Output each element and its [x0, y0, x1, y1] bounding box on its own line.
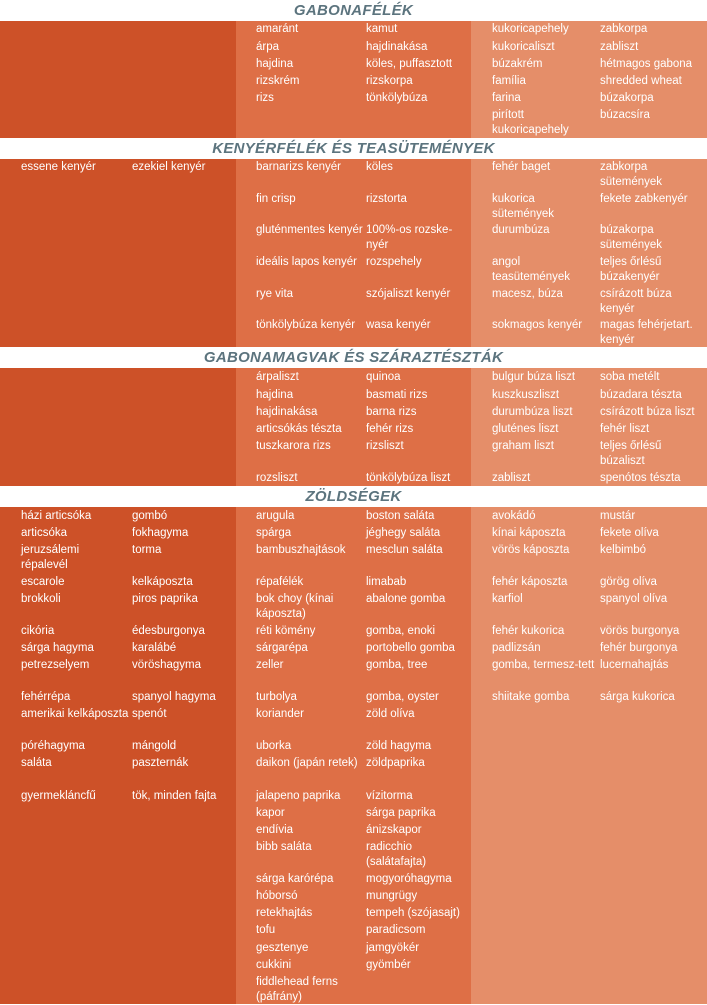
- food-item: vörös burgonya: [600, 625, 680, 637]
- food-item: búzadara tészta: [600, 389, 682, 401]
- food-item: zabliszt: [600, 41, 639, 53]
- food-item: csírázott búza liszt: [600, 406, 695, 418]
- food-item: tönkölybúza: [366, 92, 428, 104]
- food-item: jéghegy saláta: [366, 527, 441, 539]
- food-item: tök, minden fajta: [132, 790, 217, 802]
- food-item: gombó: [132, 510, 168, 522]
- food-item: ideális lapos kenyér: [256, 256, 358, 268]
- food-item: amerikai kelkáposzta: [21, 708, 129, 720]
- food-item: sárga karórépa: [256, 873, 334, 885]
- food-item: vízitorma: [366, 790, 413, 802]
- food-item: endívia: [256, 824, 294, 836]
- food-item: bibb saláta: [256, 841, 312, 853]
- food-item: tuszkarora rizs: [256, 440, 331, 452]
- food-item: kínai káposzta: [492, 527, 566, 539]
- food-item: brokkoli: [21, 593, 61, 605]
- food-item: fehér baget: [492, 161, 551, 173]
- food-item: basmati rizs: [366, 389, 428, 401]
- food-item: hajdina: [256, 389, 294, 401]
- food-item: gomba, termesz-tett: [492, 659, 595, 671]
- food-item: padlizsán: [492, 642, 541, 654]
- food-item: jeruzsálemi répalevél: [21, 544, 80, 571]
- food-item: kamut: [366, 23, 398, 35]
- food-item: kelkáposzta: [132, 576, 193, 588]
- food-item: shredded wheat: [600, 75, 682, 87]
- food-item: arugula: [256, 510, 295, 522]
- food-item: gomba, oyster: [366, 691, 439, 703]
- food-item: kuszkuszliszt: [492, 389, 560, 401]
- food-item: vöröshagyma: [132, 659, 202, 671]
- food-item: tönkölybúza liszt: [366, 472, 451, 484]
- food-item: durumbúza: [492, 224, 550, 236]
- food-item: fekete olíva: [600, 527, 659, 539]
- food-item: karalábé: [132, 642, 177, 654]
- food-item: 100%-os rozske-nyér: [366, 224, 453, 251]
- section-header: ZÖLDSÉGEK: [0, 486, 707, 507]
- food-item: rizs: [256, 92, 274, 104]
- food-item: rye vita: [256, 288, 294, 300]
- section-header: KENYÉRFÉLÉK ÉS TEASÜTEMÉNYEK: [0, 138, 707, 159]
- food-item: graham liszt: [492, 440, 554, 452]
- food-item: hajdina: [256, 58, 294, 70]
- food-item: kukoricapehely: [492, 23, 569, 35]
- food-item: gluténes liszt: [492, 423, 559, 435]
- food-item: sokmagos kenyér: [492, 319, 583, 331]
- food-item: quinoa: [366, 371, 401, 383]
- food-item: rozspehely: [366, 256, 422, 268]
- food-item: saláta: [21, 757, 52, 769]
- food-item: daikon (japán retek): [256, 757, 358, 769]
- food-item: fehér liszt: [600, 423, 650, 435]
- food-item: zöld olíva: [366, 708, 415, 720]
- food-item: fiddlehead ferns (páfrány): [256, 976, 338, 1003]
- food-item: spenót: [132, 708, 167, 720]
- food-item: karfiol: [492, 593, 523, 605]
- food-item: jamgyökér: [366, 942, 420, 954]
- food-item: bulgur búza liszt: [492, 371, 576, 383]
- food-item: rozsliszt: [256, 472, 298, 484]
- food-item: sárga hagyma: [21, 642, 94, 654]
- food-item: spanyol hagyma: [132, 691, 216, 703]
- food-item: tempeh (szójasajt): [366, 907, 460, 919]
- food-item: sárga kukorica: [600, 691, 675, 703]
- food-item: bok choy (kínai káposzta): [256, 593, 334, 620]
- food-item: família: [492, 75, 526, 87]
- food-item: tofu: [256, 924, 276, 936]
- food-item: búzacsíra: [600, 109, 650, 121]
- food-item: rizstorta: [366, 193, 407, 205]
- food-item: jalapeno paprika: [256, 790, 341, 802]
- food-item: tönkölybúza kenyér: [256, 319, 356, 331]
- food-item: abalone gomba: [366, 593, 446, 605]
- food-item: durumbúza liszt: [492, 406, 573, 418]
- food-item: lucernahajtás: [600, 659, 669, 671]
- food-item: pirított kukoricapehely: [492, 109, 569, 136]
- food-item: limabab: [366, 576, 407, 588]
- food-item: mogyoróhagyma: [366, 873, 452, 885]
- food-item: radicchio (salátafajta): [366, 841, 427, 868]
- food-item: uborka: [256, 740, 292, 752]
- food-item: bambuszhajtások: [256, 544, 346, 556]
- food-item: gomba, enoki: [366, 625, 436, 637]
- food-item: mungrügy: [366, 890, 418, 902]
- section-header: GABONAMAGVAK ÉS SZÁRAZTÉSZTÁK: [0, 347, 707, 368]
- food-item: piros paprika: [132, 593, 198, 605]
- section-header: GABONAFÉLÉK: [0, 0, 707, 21]
- food-item: rizskorpa: [366, 75, 413, 87]
- food-item: essene kenyér: [21, 161, 96, 173]
- food-item: répafélék: [256, 576, 304, 588]
- food-item: kukorica sütemények: [492, 193, 555, 220]
- food-item: vörös káposzta: [492, 544, 570, 556]
- food-item: spanyol olíva: [600, 593, 668, 605]
- food-item: gyömbér: [366, 959, 411, 971]
- food-item: hajdinakása: [256, 406, 318, 418]
- food-item: sárga paprika: [366, 807, 436, 819]
- food-item: sárgarépa: [256, 642, 308, 654]
- food-item: zabkorpa: [600, 23, 648, 35]
- food-item: portobello gomba: [366, 642, 455, 654]
- food-item: retekhajtás: [256, 907, 313, 919]
- food-item: gyermekláncfű: [21, 790, 96, 802]
- food-item: zeller: [256, 659, 284, 671]
- food-item: farina: [492, 92, 521, 104]
- food-item: wasa kenyér: [366, 319, 431, 331]
- food-item: réti kömény: [256, 625, 316, 637]
- food-item: paszternák: [132, 757, 189, 769]
- food-item: köles: [366, 161, 393, 173]
- food-item: avokádó: [492, 510, 536, 522]
- food-item: fehér káposzta: [492, 576, 568, 588]
- food-item: paradicsom: [366, 924, 426, 936]
- food-item: köles, puffasztott: [366, 58, 453, 70]
- food-item: gomba, tree: [366, 659, 428, 671]
- food-item: hajdinakása: [366, 41, 428, 53]
- food-item: gluténmentes kenyér: [256, 224, 363, 236]
- food-item: hétmagos gabona: [600, 58, 693, 70]
- food-item: póréhagyma: [21, 740, 85, 752]
- food-item: mustár: [600, 510, 636, 522]
- food-item: rizskrém: [256, 75, 300, 87]
- food-item: zöld hagyma: [366, 740, 432, 752]
- food-item: fekete zabkenyér: [600, 193, 688, 205]
- food-item: ánizskapor: [366, 824, 422, 836]
- food-item: fin crisp: [256, 193, 296, 205]
- food-item: kapor: [256, 807, 285, 819]
- food-item: magas fehérjetart. kenyér: [600, 319, 693, 346]
- food-item: koriander: [256, 708, 304, 720]
- food-item: teljes őrlésű búzakenyér: [600, 256, 662, 283]
- food-item: fehér rizs: [366, 423, 414, 435]
- food-item: árpaliszt: [256, 371, 299, 383]
- food-item: mesclun saláta: [366, 544, 443, 556]
- food-item: amaránt: [256, 23, 299, 35]
- food-item: édesburgonya: [132, 625, 205, 637]
- food-item: fehér kukorica: [492, 625, 565, 637]
- food-item: fehérrépa: [21, 691, 71, 703]
- food-item: boston saláta: [366, 510, 435, 522]
- food-item: búzakorpa: [600, 92, 654, 104]
- food-item: búzakorpa sütemények: [600, 224, 663, 251]
- food-item: angol teasütemények: [492, 256, 570, 283]
- food-item: shiitake gomba: [492, 691, 570, 703]
- food-item: ezekiel kenyér: [132, 161, 206, 173]
- food-item: zöldpaprika: [366, 757, 425, 769]
- food-item: fehér burgonya: [600, 642, 678, 654]
- food-item: mángold: [132, 740, 177, 752]
- food-item: szójaliszt kenyér: [366, 288, 451, 300]
- food-item: görög olíva: [600, 576, 657, 588]
- food-item: kelbimbó: [600, 544, 647, 556]
- food-item: petrezselyem: [21, 659, 90, 671]
- food-item: árpa: [256, 41, 280, 53]
- food-item: házi articsóka: [21, 510, 92, 522]
- food-item: articsóka: [21, 527, 68, 539]
- food-item: csírázott búza kenyér: [600, 288, 672, 315]
- food-item: teljes őrlésű búzaliszt: [600, 440, 662, 467]
- food-item: soba metélt: [600, 371, 660, 383]
- food-item: escarole: [21, 576, 65, 588]
- food-item: cukkini: [256, 959, 292, 971]
- food-item: zabliszt: [492, 472, 531, 484]
- food-item: barna rizs: [366, 406, 417, 418]
- food-item: spárga: [256, 527, 292, 539]
- food-item: búzakrém: [492, 58, 543, 70]
- food-item: spenótos tészta: [600, 472, 681, 484]
- food-item: torma: [132, 544, 162, 556]
- food-item: hóborsó: [256, 890, 298, 902]
- food-item: cikória: [21, 625, 55, 637]
- food-item: macesz, búza: [492, 288, 563, 300]
- food-item: kukoricaliszt: [492, 41, 555, 53]
- food-item: rizsliszt: [366, 440, 404, 452]
- food-item: fokhagyma: [132, 527, 189, 539]
- food-item: articsókás tészta: [256, 423, 342, 435]
- food-item: zabkorpa sütemények: [600, 161, 663, 188]
- food-item: turbolya: [256, 691, 297, 703]
- food-item: barnarizs kenyér: [256, 161, 342, 173]
- food-item: gesztenye: [256, 942, 309, 954]
